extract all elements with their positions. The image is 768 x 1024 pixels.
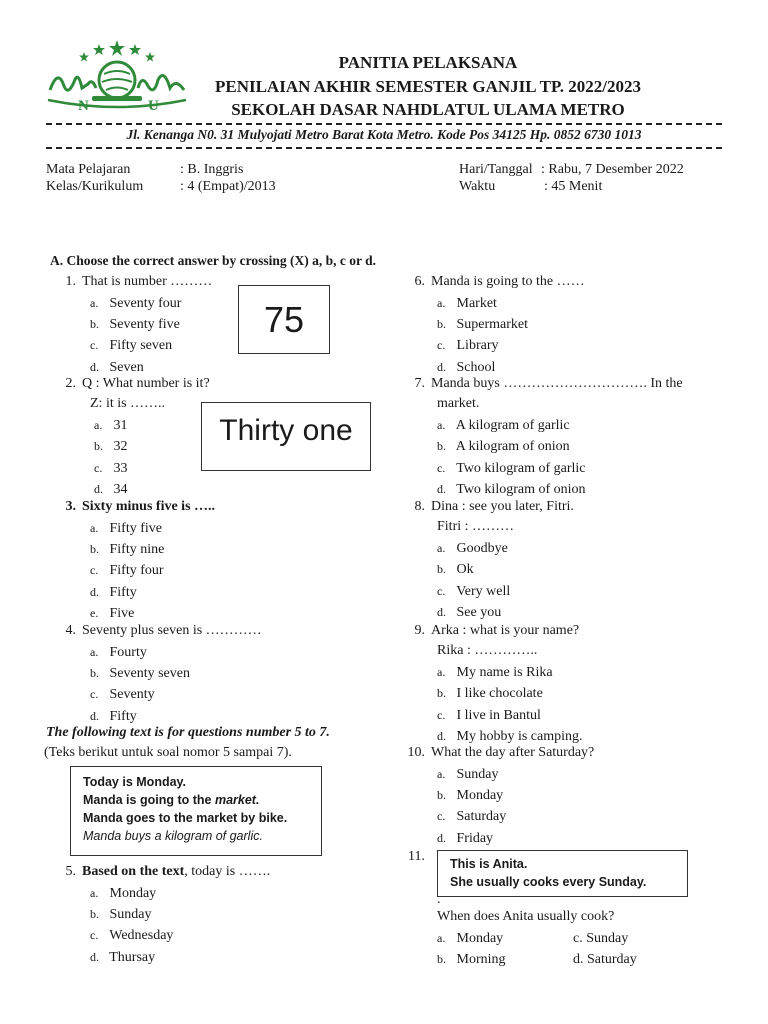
q6-option-b[interactable]: Supermarket xyxy=(456,316,529,332)
question-9: 9. Arka : what is your name? Rika : ………….. xyxy=(414,623,580,659)
question-5: 5. Based on the text, today is ……. xyxy=(65,864,271,879)
q5-option-b[interactable]: Sunday xyxy=(109,906,152,922)
question-11-number: 11. xyxy=(408,849,425,864)
question-8: 8. Dina : see you later, Fitri. Fitri : ……… xyxy=(414,499,574,535)
q3-options: a. Fifty five b. Fifty nine c. Fifty four d. Fifty e. Five xyxy=(90,520,165,622)
logo-letter-n: N xyxy=(78,98,89,114)
q2-options: a. 31 b. 32 c. 33 d. 34 xyxy=(94,418,128,498)
q10-option-c[interactable]: Saturday xyxy=(456,809,507,825)
question-1: 1. That is number ……… xyxy=(65,274,213,289)
q8-option-b[interactable]: Ok xyxy=(456,562,474,578)
q1-options: a. Seventy four b. Seventy five c. Fifty seven d. Seven xyxy=(90,295,182,375)
q1-option-b[interactable]: Seventy five xyxy=(109,316,180,332)
q7-option-c[interactable]: Two kilogram of garlic xyxy=(456,460,586,476)
q11-options: a. Monday c. Sunday b. Morning d. Saturday xyxy=(437,930,637,967)
school-address: Jl. Kenanga N0. 31 Mulyojati Metro Barat Kota Metro. Kode Pos 34125 Hp. 0852 6730 1013 xyxy=(126,127,642,142)
q11-option-c[interactable]: c. Sunday xyxy=(573,930,629,946)
q3-option-b[interactable]: Fifty nine xyxy=(109,541,165,557)
question-7: 7. Manda buys …………………………. In the market. xyxy=(414,376,683,412)
following-text-note-id: (Teks berikut untuk soal nomor 5 sampai 7). xyxy=(44,745,292,760)
q7-option-a[interactable]: A kilogram of garlic xyxy=(455,418,570,433)
q1-option-c[interactable]: Fifty seven xyxy=(109,338,173,354)
q4-options: a. Fourty b. Seventy seven c. Seventy d. Fifty xyxy=(90,644,190,724)
q9-option-c[interactable]: I live in Bantul xyxy=(456,707,541,723)
q6-option-c[interactable]: Library xyxy=(456,338,499,354)
question-10: 10. What the day after Saturday? xyxy=(407,745,595,760)
number-75-box: 75 xyxy=(238,285,330,354)
question-6: 6. Manda is going to the …… xyxy=(414,274,585,289)
q11-option-b[interactable]: Morning xyxy=(456,951,506,967)
q5-options: a. Monday b. Sunday c. Wednesday d. Thursay xyxy=(90,885,174,965)
q5-option-a[interactable]: Monday xyxy=(109,885,157,901)
reading-text-box: Today is Monday. Manda is going to the market. Manda goes to the market by bike. Manda buys a kilogram of garlic. xyxy=(70,766,322,856)
q1-option-a[interactable]: Seventy four xyxy=(109,295,182,311)
q10-options: a. Sunday b. Monday c. Saturday d. Friday xyxy=(437,766,507,846)
q4-option-c[interactable]: Seventy xyxy=(109,687,155,703)
section-a-instruction: A. Choose the correct answer by crossing (X) a, b, c or d. xyxy=(50,253,376,268)
date-label: Hari/Tanggal xyxy=(459,162,533,177)
q7-options: a. A kilogram of garlic b. A kilogram of onion c. Two kilogram of garlic d. Two kilogram of onion xyxy=(437,418,586,498)
q3-option-c[interactable]: Fifty four xyxy=(109,563,164,579)
q7-option-b[interactable]: A kilogram of onion xyxy=(455,439,570,455)
q8-option-a[interactable]: Goodbye xyxy=(456,541,508,556)
q2-option-c[interactable]: 33 xyxy=(113,460,128,476)
q4-option-b[interactable]: Seventy seven xyxy=(109,665,190,681)
question-2: 2. Q : What number is it? Z: it is …….. xyxy=(65,376,210,412)
date-value: : Rabu, 7 Desember 2022 xyxy=(541,162,684,177)
q4-option-d[interactable]: Fifty xyxy=(109,708,137,724)
class-label: Kelas/Kurikulum xyxy=(46,179,144,194)
q3-option-e[interactable]: Five xyxy=(109,606,135,622)
q3-option-d[interactable]: Fifty xyxy=(109,584,137,600)
class-value: : 4 (Empat)/2013 xyxy=(180,179,276,194)
time-value: : 45 Menit xyxy=(544,179,603,194)
q9-option-a[interactable]: My name is Rika xyxy=(456,665,553,680)
logo-letter-u: U xyxy=(148,98,159,114)
q8-option-c[interactable]: Very well xyxy=(456,583,511,599)
q2-option-a[interactable]: 31 xyxy=(113,418,128,433)
question-11: When does Anita usually cook? xyxy=(437,909,615,924)
anita-text-box: This is Anita. She usually cooks every Sunday. xyxy=(437,850,688,897)
q9-option-b[interactable]: I like chocolate xyxy=(456,686,543,702)
time-label: Waktu xyxy=(459,179,496,194)
question-4: 4. Seventy plus seven is ………… xyxy=(65,623,262,638)
q6-options: a. Market b. Supermarket c. Library d. School xyxy=(437,295,529,375)
q10-option-d[interactable]: Friday xyxy=(456,830,494,846)
following-text-note: The following text is for questions number 5 to 7. xyxy=(46,725,330,740)
divider-bottom xyxy=(46,147,722,149)
q10-option-a[interactable]: Sunday xyxy=(456,766,499,782)
q11-option-d[interactable]: d. Saturday xyxy=(573,951,637,967)
header-line-3: SEKOLAH DASAR NAHDLATUL ULAMA METRO xyxy=(231,100,625,119)
q8-option-d[interactable]: See you xyxy=(456,605,502,621)
q11-option-a[interactable]: Monday xyxy=(456,930,504,946)
subject-label: Mata Pelajaran xyxy=(46,162,131,177)
q5-option-d[interactable]: Thursay xyxy=(109,949,156,965)
subject-value: : B. Inggris xyxy=(180,162,244,177)
q9-option-d[interactable]: My hobby is camping. xyxy=(456,729,583,745)
q5-option-c[interactable]: Wednesday xyxy=(109,928,174,944)
q4-option-a[interactable]: Fourty xyxy=(109,644,147,660)
q11-dot: . xyxy=(437,892,441,907)
q6-option-d[interactable]: School xyxy=(456,359,496,375)
q10-option-b[interactable]: Monday xyxy=(456,787,504,803)
header-line-2: PENILAIAN AKHIR SEMESTER GANJIL TP. 2022/2023 xyxy=(214,77,642,96)
q6-option-a[interactable]: Market xyxy=(456,295,497,311)
q8-options: a. Goodbye b. Ok c. Very well d. See you xyxy=(437,541,511,621)
q7-option-d[interactable]: Two kilogram of onion xyxy=(456,482,586,498)
q1-option-d[interactable]: Seven xyxy=(109,359,144,375)
q9-options: a. My name is Rika b. I like chocolate c. I live in Bantul d. My hobby is camping. xyxy=(437,665,583,745)
q2-option-b[interactable]: 32 xyxy=(113,439,128,455)
divider-top xyxy=(46,123,722,125)
q3-option-a[interactable]: Fifty five xyxy=(109,520,162,536)
header-line-1: PANITIA PELAKSANA xyxy=(338,53,518,72)
thirty-one-box: Thirty one xyxy=(201,402,371,471)
question-3: 3. Sixty minus five is ….. xyxy=(65,499,216,514)
q2-option-d[interactable]: 34 xyxy=(113,482,128,498)
